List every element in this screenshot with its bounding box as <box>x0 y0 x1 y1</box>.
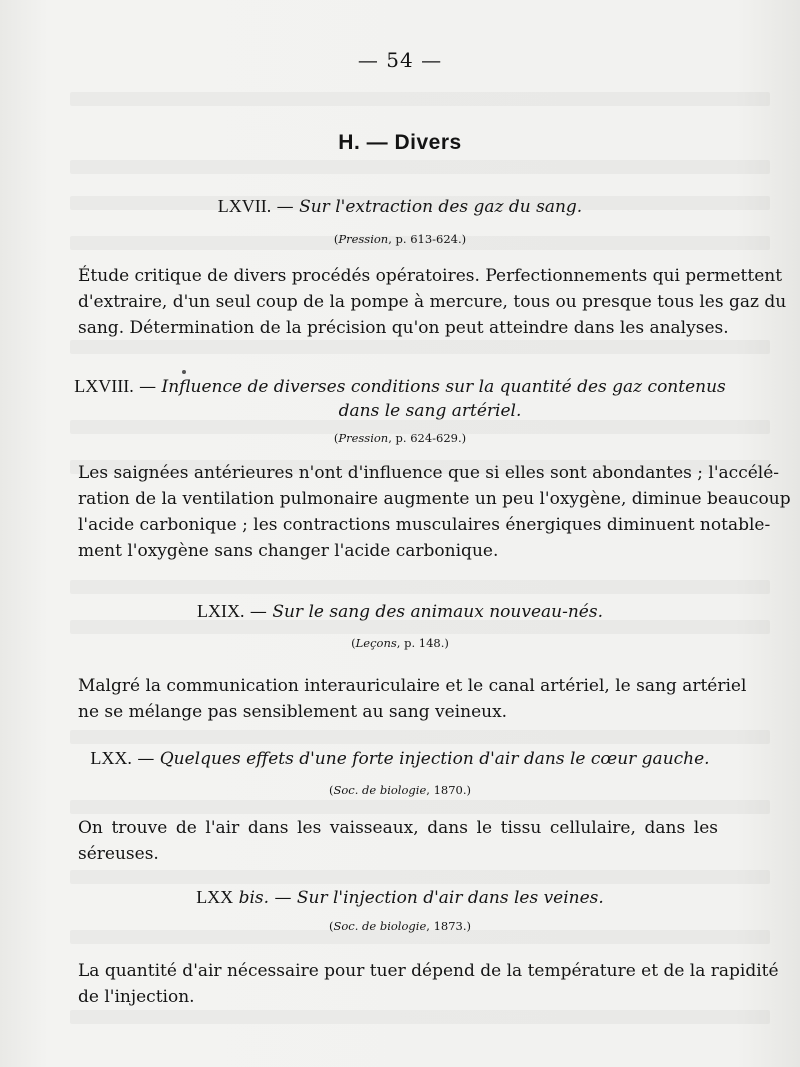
bleed-through <box>70 620 770 634</box>
source-publication: Soc. de biologie <box>333 783 427 797</box>
entry-source: (Pression, p. 624-629.) <box>333 431 467 445</box>
entry-number: LXX <box>196 887 234 907</box>
bleed-through <box>70 160 770 174</box>
entry-title: Sur l'injection d'air dans les veines. <box>296 888 604 908</box>
text-line: Malgré la communication interauriculaire et le canal artériel, le sang artériel <box>78 676 747 696</box>
entry-title-continued: dans le sang artériel. <box>338 401 522 421</box>
entry-abstract <box>78 958 779 1010</box>
text-line: La quantité d'air nécessaire pour tuer dépend de la température et de la rapidité <box>78 961 779 981</box>
entry-heading: LXX. — Quelques effets d'une forte injection d'air dans le cœur gauche. <box>90 748 710 769</box>
source-pages: p. 624-629. <box>395 431 462 445</box>
text-line: sang. Détermination de la précision qu'on peut atteindre dans les analyses. <box>78 318 729 338</box>
entry-number: LXVII. <box>217 196 272 216</box>
entry-number-suffix: bis. <box>238 888 270 908</box>
source-publication: Pression <box>338 431 389 445</box>
text-line: Étude critique de divers procédés opératoires. Perfectionnements qui permettent <box>78 266 783 286</box>
entry-abstract <box>78 815 718 867</box>
text-line: d'extraire, d'un seul coup de la pompe à mercure, tous ou presque tous les gaz du <box>78 292 787 312</box>
source-pages: 1870. <box>433 783 467 797</box>
ink-speck <box>182 370 186 374</box>
entry-source: (Leçons, p. 148.) <box>351 636 449 650</box>
text-line: On trouve de l'air dans les vaisseaux, dans le tissu cellulaire, dans les <box>78 818 718 838</box>
entry-heading: LXVIII. — Influence de diverses conditions sur la quantité des gaz contenus dans le sang artériel. <box>0 374 800 423</box>
entry-abstract <box>78 673 747 725</box>
entry-number: LXIX. <box>197 601 245 621</box>
entry-number: LXVIII. <box>74 376 134 396</box>
entry-heading: LXVII. — Sur l'extraction des gaz du sang. <box>217 196 583 217</box>
bleed-through <box>70 340 770 354</box>
entry-number: LXX. <box>90 748 132 768</box>
bleed-through <box>70 92 770 106</box>
source-publication: Pression <box>338 232 389 246</box>
bleed-through <box>70 870 770 884</box>
text-line: ne se mélange pas sensiblement au sang veineux. <box>78 702 508 722</box>
entry-abstract <box>78 460 791 564</box>
entry-heading: LXIX. — Sur le sang des animaux nouveau-nés. <box>197 601 603 622</box>
entry-source: (Soc. de biologie, 1870.) <box>328 783 472 797</box>
text-line: séreuses. <box>78 844 159 864</box>
entry-title: Sur l'extraction des gaz du sang. <box>299 197 583 217</box>
source-publication: Leçons <box>355 636 397 650</box>
entry-title: Quelques effets d'une forte injection d'air dans le cœur gauche. <box>159 749 710 769</box>
bleed-through <box>70 800 770 814</box>
text-line: l'acide carbonique ; les contractions musculaires énergiques diminuent notable- <box>78 515 771 535</box>
bleed-through <box>70 730 770 744</box>
source-pages: p. 148. <box>404 636 445 650</box>
text-line: ration de la ventilation pulmonaire augmente un peu l'oxygène, diminue beaucoup <box>78 489 791 509</box>
entry-source: (Soc. de biologie, 1873.) <box>328 919 472 933</box>
entry-title: Sur le sang des animaux nouveau-nés. <box>272 602 603 622</box>
bleed-through <box>70 580 770 594</box>
text-line: ment l'oxygène sans changer l'acide carbonique. <box>78 541 499 561</box>
text-line: Les saignées antérieures n'ont d'influence que si elles sont abondantes ; l'accélé- <box>78 463 780 483</box>
entry-title: Influence de diverses conditions sur la quantité des gaz contenus <box>161 377 726 397</box>
page-number: — 54 — <box>357 48 443 72</box>
bleed-through <box>70 1010 770 1024</box>
entry-source: (Pression, p. 613-624.) <box>333 232 467 246</box>
entry-heading: LXX bis. — Sur l'injection d'air dans les veines. <box>196 887 604 908</box>
source-pages: p. 613-624. <box>395 232 462 246</box>
text-line: de l'injection. <box>78 987 195 1007</box>
source-publication: Soc. de biologie <box>333 919 427 933</box>
section-title: H. — Divers <box>338 131 462 154</box>
source-pages: 1873. <box>433 919 467 933</box>
entry-abstract <box>78 263 787 341</box>
